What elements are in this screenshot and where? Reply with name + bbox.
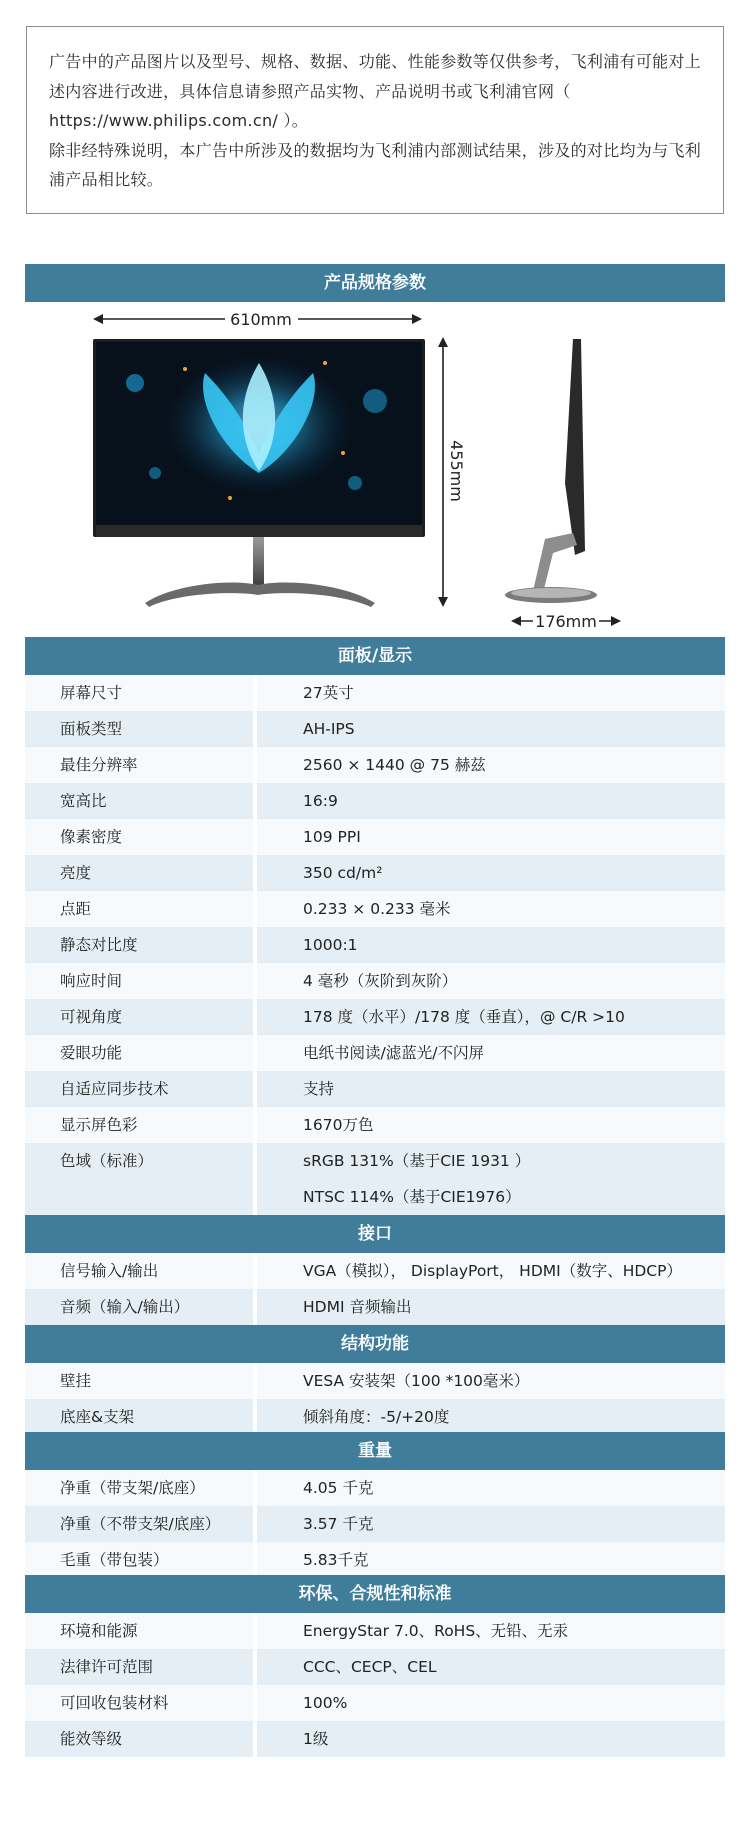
spec-key: 最佳分辨率: [25, 747, 253, 783]
spec-value: 27英寸: [257, 675, 725, 711]
spec-value: 1级: [257, 1721, 725, 1757]
spec-value: 16:9: [257, 783, 725, 819]
spec-value: VESA 安装架（100 *100毫米）: [257, 1363, 725, 1399]
disclaimer-paragraph-2: 除非经特殊说明，本广告中所涉及的数据均为飞利浦内部测试结果，涉及的对比均为与飞利浦产品相比较。: [49, 140, 702, 189]
table-row: [25, 675, 725, 711]
table-row: [25, 747, 725, 783]
spec-key: 像素密度: [25, 819, 253, 855]
spec-value: HDMI 音频输出: [257, 1289, 725, 1325]
section-title: 环保、合规性和标准: [25, 1575, 725, 1613]
spec-header-section: [25, 264, 725, 302]
width-label: 610mm: [230, 310, 292, 329]
table-row: [25, 1542, 725, 1578]
table-row: [25, 1071, 725, 1107]
table-row: [25, 1289, 725, 1325]
table-row: [25, 1107, 725, 1143]
monitor-side-image: [505, 339, 597, 603]
spec-key: 点距: [25, 891, 253, 927]
width-dimension: [93, 310, 422, 329]
section-environment-compliance: [25, 1575, 725, 1757]
section-structure: [25, 1325, 725, 1435]
spec-key: 亮度: [25, 855, 253, 891]
spec-value-line: NTSC 114%（基于CIE1976）: [303, 1188, 521, 1206]
spec-key: 音频（输入/输出）: [25, 1289, 253, 1325]
depth-dimension: [511, 612, 621, 631]
spec-value: 3.57 千克: [257, 1506, 725, 1542]
spec-value: 100%: [257, 1685, 725, 1721]
spec-value: 电纸书阅读/滤蓝光/不闪屏: [257, 1035, 725, 1071]
table-row: [25, 1363, 725, 1399]
spec-key: 宽高比: [25, 783, 253, 819]
table-row: [25, 891, 725, 927]
table-row: [25, 1253, 725, 1289]
spec-key: 爱眼功能: [25, 1035, 253, 1071]
disclaimer-box: [26, 26, 724, 214]
section-title: 结构功能: [25, 1325, 725, 1363]
height-label: 455mm: [447, 440, 466, 502]
table-row: [25, 927, 725, 963]
spec-value: 5.83千克: [257, 1542, 725, 1578]
spec-value: [257, 1143, 725, 1215]
section-title: 重量: [25, 1432, 725, 1470]
spec-value: VGA（模拟）， DisplayPort， HDMI（数字、HDCP）: [257, 1253, 725, 1289]
table-row: [25, 1035, 725, 1071]
section-weight: [25, 1432, 725, 1578]
spec-key: 响应时间: [25, 963, 253, 999]
spec-value-line: sRGB 131%（基于CIE 1931 ）: [303, 1152, 531, 1170]
height-dimension: [438, 337, 466, 607]
spec-key: 静态对比度: [25, 927, 253, 963]
disclaimer-paragraph-1: 广告中的产品图片以及型号、规格、数据、功能、性能参数等仅供参考，飞利浦有可能对上述内容进行改进，具体信息请参照产品实物、产品说明书或飞利浦官网（ https://www.philips.com.cn/ ）。: [49, 52, 702, 130]
spec-value: 350 cd/m²: [257, 855, 725, 891]
table-row: [25, 819, 725, 855]
table-row: [25, 1721, 725, 1757]
table-row: [25, 1685, 725, 1721]
spec-key: 显示屏色彩: [25, 1107, 253, 1143]
table-row: [25, 1613, 725, 1649]
spec-value: 4.05 千克: [257, 1470, 725, 1506]
section-panel-display: [25, 637, 725, 1215]
spec-value: AH-IPS: [257, 711, 725, 747]
table-row: [25, 855, 725, 891]
spec-value: 倾斜角度：-5/+20度: [257, 1399, 725, 1435]
spec-key: 面板类型: [25, 711, 253, 747]
monitor-front-image: [93, 339, 425, 607]
spec-key: 环境和能源: [25, 1613, 253, 1649]
spec-key: 信号输入/输出: [25, 1253, 253, 1289]
spec-key: 屏幕尺寸: [25, 675, 253, 711]
spec-key: 色域（标准）: [25, 1143, 253, 1215]
spec-value: 0.233 × 0.233 毫米: [257, 891, 725, 927]
spec-value: 1000:1: [257, 927, 725, 963]
spec-key: 自适应同步技术: [25, 1071, 253, 1107]
depth-label: 176mm: [535, 612, 597, 631]
spec-key: 底座&支架: [25, 1399, 253, 1435]
table-row: [25, 1399, 725, 1435]
spec-value: 支持: [257, 1071, 725, 1107]
table-row: [25, 783, 725, 819]
table-row: [25, 963, 725, 999]
spec-key: 毛重（带包装）: [25, 1542, 253, 1578]
monitor-dimension-figure: [25, 303, 725, 637]
section-title: 接口: [25, 1215, 725, 1253]
spec-key: 净重（带支架/底座）: [25, 1470, 253, 1506]
spec-key: 可回收包装材料: [25, 1685, 253, 1721]
table-row: [25, 999, 725, 1035]
spec-key: 净重（不带支架/底座）: [25, 1506, 253, 1542]
section-interfaces: [25, 1215, 725, 1325]
table-row: [25, 1506, 725, 1542]
spec-value: 4 毫秒（灰阶到灰阶）: [257, 963, 725, 999]
table-row: [25, 1143, 725, 1215]
table-row: [25, 1649, 725, 1685]
spec-key: 法律许可范围: [25, 1649, 253, 1685]
table-row: [25, 711, 725, 747]
spec-value: 109 PPI: [257, 819, 725, 855]
section-title: 面板/显示: [25, 637, 725, 675]
spec-key: 可视角度: [25, 999, 253, 1035]
table-row: [25, 1470, 725, 1506]
spec-value: 1670万色: [257, 1107, 725, 1143]
spec-key: 壁挂: [25, 1363, 253, 1399]
spec-value: 178 度（水平）/178 度（垂直），@ C/R >10: [257, 999, 725, 1035]
spec-value: EnergyStar 7.0、RoHS、无铅、无汞: [257, 1613, 725, 1649]
spec-value: 2560 × 1440 @ 75 赫兹: [257, 747, 725, 783]
spec-value: CCC、CECP、CEL: [257, 1649, 725, 1685]
spec-key: 能效等级: [25, 1721, 253, 1757]
spec-header: 产品规格参数: [25, 264, 725, 302]
